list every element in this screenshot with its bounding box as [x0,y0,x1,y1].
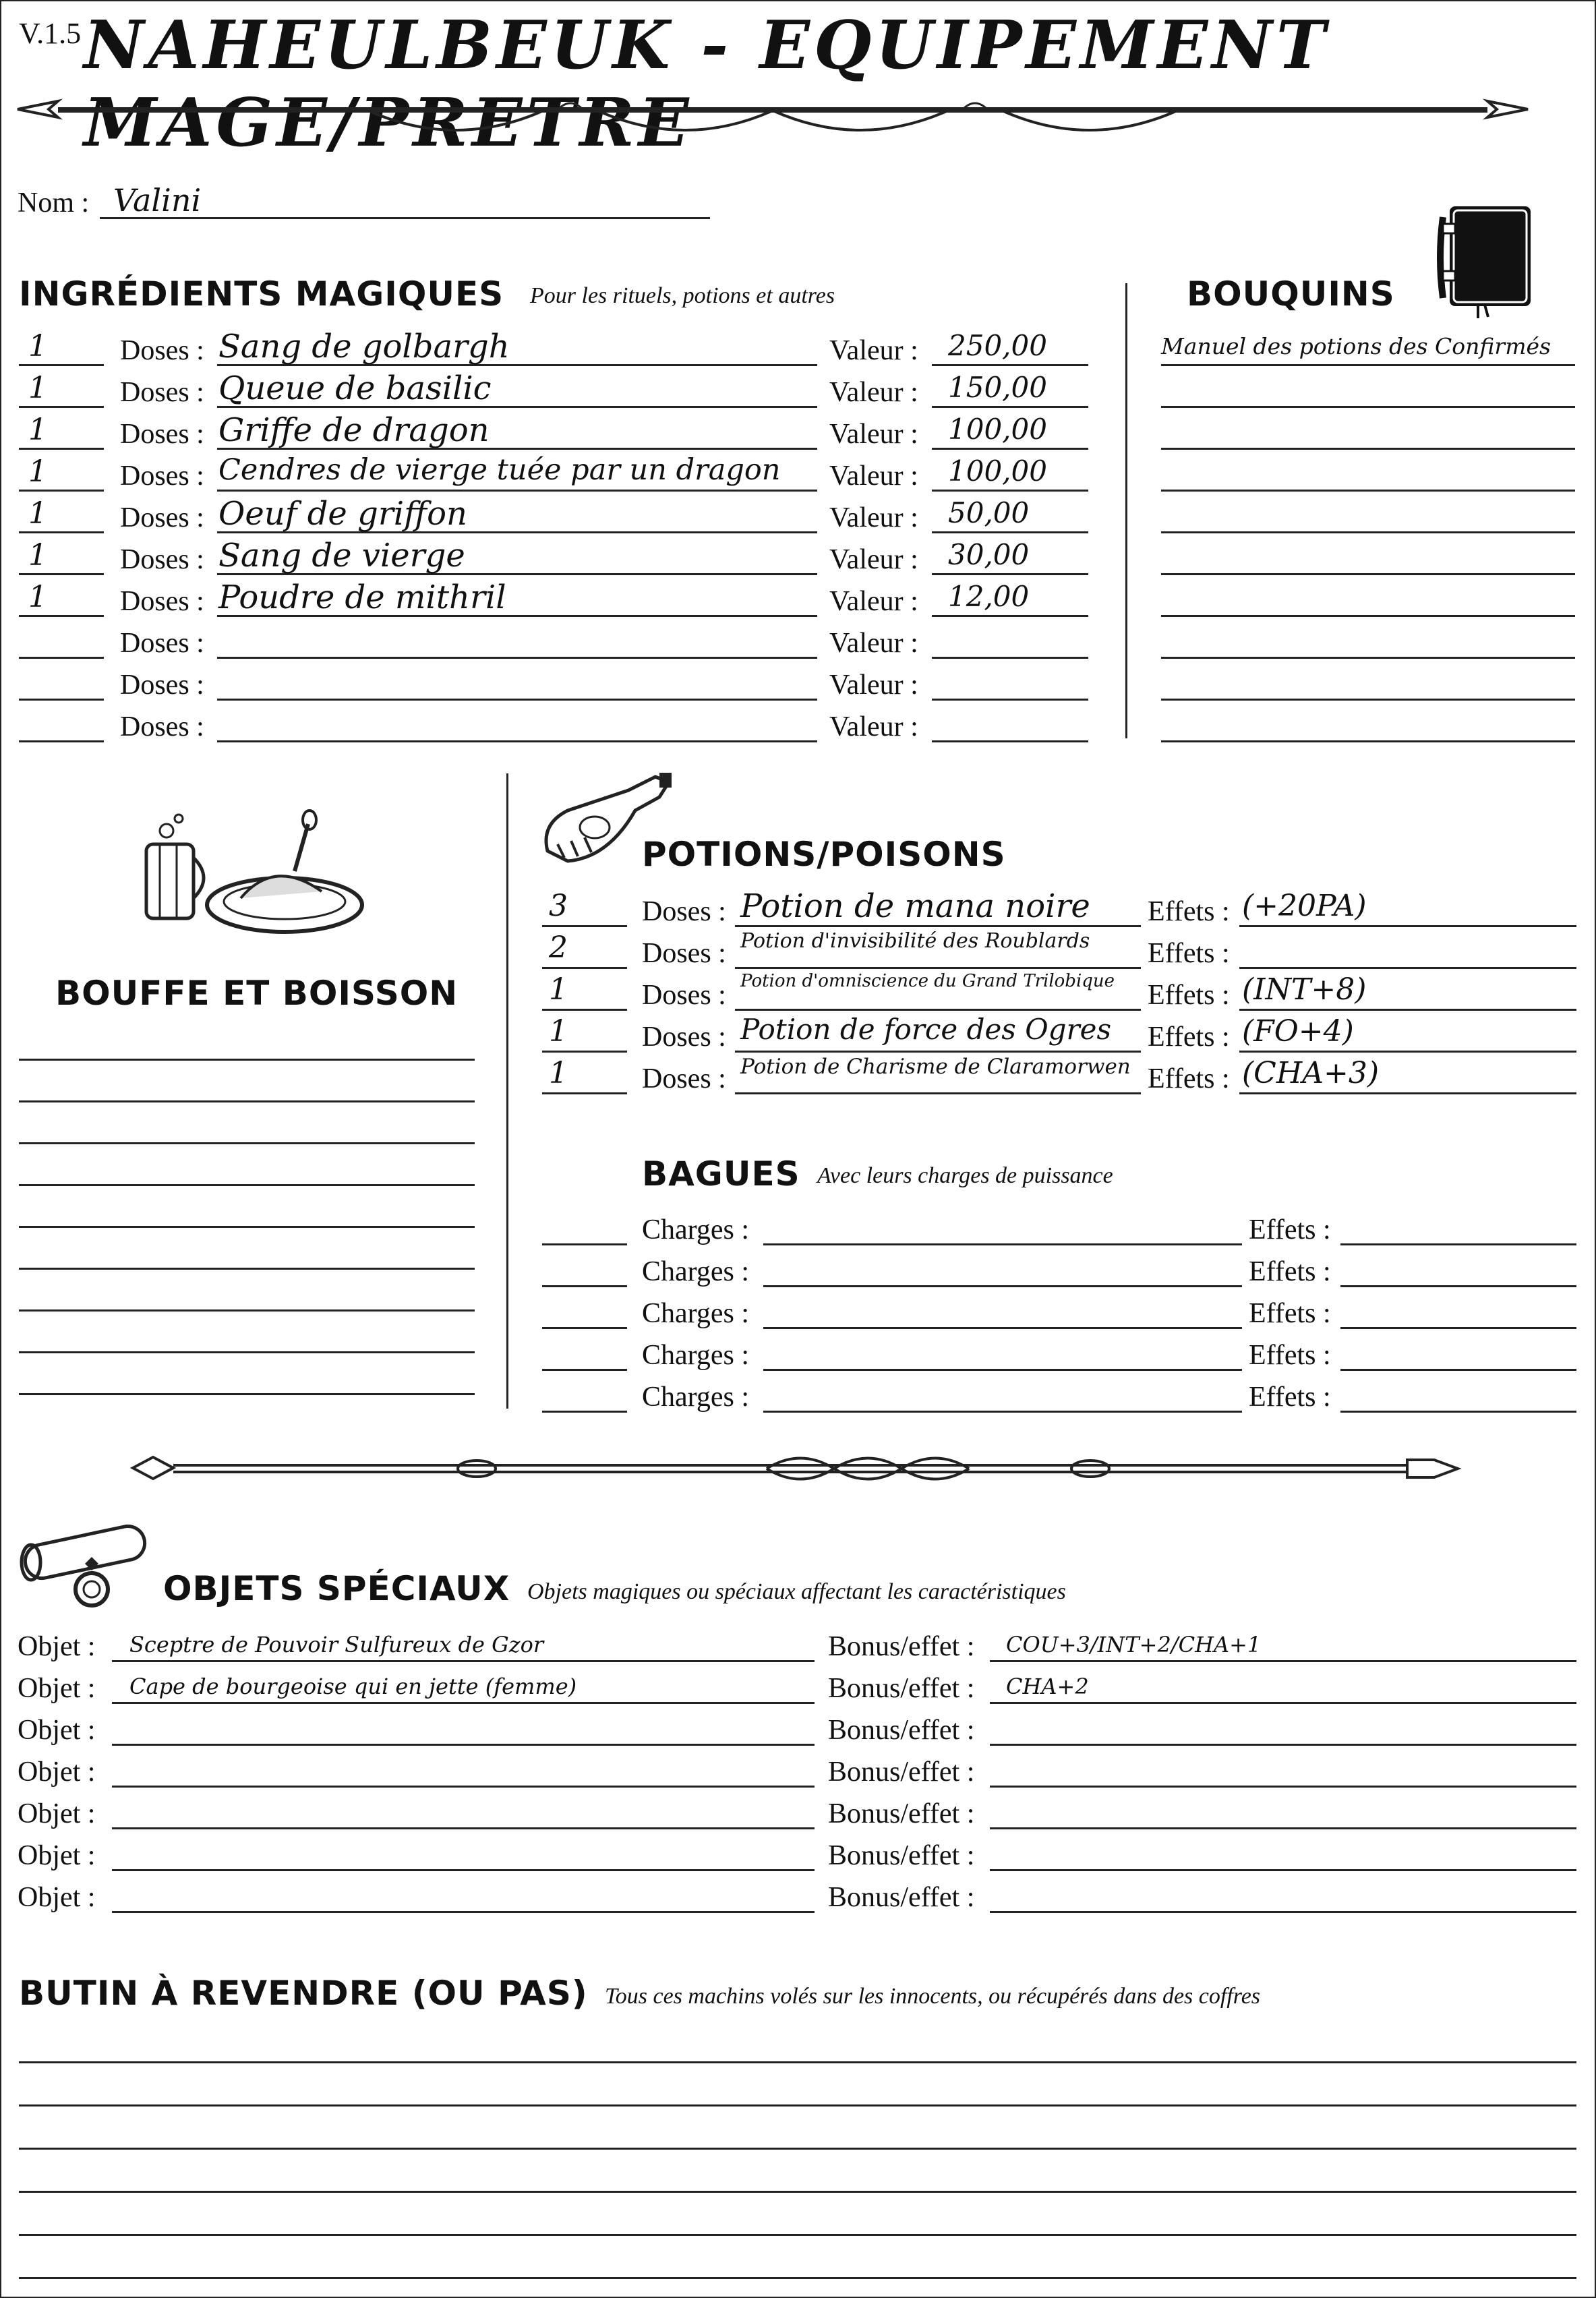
object-label: Objet : [18,1673,96,1704]
entry-underline [19,2061,1576,2063]
object-label: Objet : [18,1798,96,1829]
ring-charges-label: Charges : [642,1214,750,1245]
bonus-label: Bonus/effet : [828,1715,975,1746]
bonus-label: Bonus/effet : [828,1673,975,1704]
special-subtitle: Objets magiques ou spéciaux affectant les caractéristiques [527,1579,1066,1604]
potion-doses-label: Doses : [642,896,726,927]
potion-doses-label: Doses : [642,1022,726,1053]
ingredient-value-label: Valeur : [829,628,918,659]
object-label: Objet : [18,1840,96,1871]
potions-title: POTIONS/POISONS [642,835,1006,874]
name-label: Nom : [18,187,90,218]
ingredient-name[interactable]: Cendres de vierge tuée par un dragon [218,453,781,487]
potion-name[interactable]: Potion d'omniscience du Grand Trilobique [740,971,1115,991]
ingredient-qty[interactable]: 1 [28,580,47,614]
object-bonus[interactable]: COU+3/INT+2/CHA+1 [1006,1632,1262,1657]
name-field[interactable]: Valini [113,182,202,218]
special-title: OBJETS SPÉCIAUX [163,1569,510,1608]
ingredient-value-label: Valeur : [829,461,918,492]
ingredient-value-label: Valeur : [829,377,918,408]
bonus-label: Bonus/effet : [828,1840,975,1871]
ring-effects-label: Effets : [1249,1340,1331,1371]
ingredient-value-label: Valeur : [829,335,918,366]
ingredient-qty[interactable]: 1 [28,371,47,405]
entry-underline [19,2277,1576,2279]
potion-effects-label: Effets : [1148,980,1230,1011]
ingredient-value-label: Valeur : [829,502,918,533]
potion-qty[interactable]: 1 [549,972,568,1007]
books-title: BOUQUINS [1187,274,1395,314]
potion-qty[interactable]: 1 [549,1014,568,1049]
ingredient-doses-label: Doses : [120,419,204,450]
potion-doses-label: Doses : [642,980,726,1011]
object-bonus[interactable]: CHA+2 [1006,1674,1089,1699]
bonus-label: Bonus/effet : [828,1798,975,1829]
ingredient-doses-label: Doses : [120,335,204,366]
object-name[interactable]: Cape de bourgeoise qui en jette (femme) [129,1674,577,1699]
ingredient-name[interactable]: Poudre de mithril [218,579,506,616]
ingredient-doses-label: Doses : [120,502,204,533]
potion-doses-label: Doses : [642,938,726,969]
ingredient-qty[interactable]: 1 [28,454,47,489]
loot-list [1,1,1596,2297]
ingredient-doses-label: Doses : [120,628,204,659]
entry-underline [19,2148,1576,2150]
ring-charges-label: Charges : [642,1256,750,1287]
version-label: V.1.5 [19,17,82,50]
potion-qty[interactable]: 3 [549,889,568,923]
ingredient-doses-label: Doses : [120,377,204,408]
object-label: Objet : [18,1882,96,1913]
ring-charges-label: Charges : [642,1382,750,1413]
ingredient-value[interactable]: 30,00 [948,538,1030,571]
page-title: NAHEULBEUK - EQUIPEMENT MAGE/PRETRE [84,7,1330,162]
ingredient-value-label: Valeur : [829,544,918,575]
food-title: BOUFFE ET BOISSON [55,974,459,1013]
ring-charges-label: Charges : [642,1340,750,1371]
potion-qty[interactable]: 2 [549,931,568,965]
potion-qty[interactable]: 1 [549,1056,568,1090]
ingredient-name[interactable]: Oeuf de griffon [218,495,467,533]
ring-effects-label: Effets : [1249,1256,1331,1287]
ingredient-qty[interactable]: 1 [28,413,47,447]
potion-doses-label: Doses : [642,1063,726,1094]
potion-name[interactable]: Potion d'invisibilité des Roublards [740,929,1090,953]
entry-underline [19,2191,1576,2193]
ingredient-value-label: Valeur : [829,586,918,617]
ingredient-qty[interactable]: 1 [28,538,47,572]
ring-charges-label: Charges : [642,1298,750,1329]
loot-subtitle: Tous ces machins volés sur les innocents, ou récupérés dans des coffres [605,1984,1261,2009]
ingredient-value[interactable]: 250,00 [948,329,1047,362]
potion-effect[interactable]: (CHA+3) [1242,1056,1380,1090]
object-name[interactable]: Sceptre de Pouvoir Sulfureux de Gzor [129,1632,544,1657]
ingredient-value[interactable]: 150,00 [948,371,1047,404]
bonus-label: Bonus/effet : [828,1631,975,1662]
ingredient-name[interactable]: Sang de vierge [218,537,465,574]
ingredient-name[interactable]: Griffe de dragon [218,411,490,449]
rings-title: BAGUES [642,1154,800,1194]
ingredient-value-label: Valeur : [829,419,918,450]
ingredient-value[interactable]: 50,00 [948,496,1030,529]
ingredient-name[interactable]: Sang de golbargh [218,328,510,365]
object-label: Objet : [18,1631,96,1662]
ingredient-doses-label: Doses : [120,711,204,742]
ring-effects-label: Effets : [1249,1382,1331,1413]
ingredient-doses-label: Doses : [120,544,204,575]
potion-name[interactable]: Potion de Charisme de Claramorwen [740,1055,1131,1079]
ingredient-name[interactable]: Queue de basilic [218,370,492,407]
potion-name[interactable]: Potion de mana noire [740,887,1090,925]
ingredient-qty[interactable]: 1 [28,496,47,531]
object-label: Objet : [18,1715,96,1746]
ingredient-value-label: Valeur : [829,670,918,701]
ingredient-value[interactable]: 12,00 [948,580,1030,613]
ingredient-value-label: Valeur : [829,711,918,742]
object-label: Objet : [18,1757,96,1788]
ring-effects-label: Effets : [1249,1214,1331,1245]
entry-underline [19,2234,1576,2236]
potion-name[interactable]: Potion de force des Ogres [740,1013,1112,1046]
loot-title: BUTIN À REVENDRE (OU PAS) [19,1974,588,2013]
ingredient-doses-label: Doses : [120,461,204,492]
potion-effect[interactable]: (FO+4) [1242,1014,1354,1049]
bonus-label: Bonus/effet : [828,1757,975,1788]
potion-effects-label: Effets : [1148,938,1230,969]
ingredient-doses-label: Doses : [120,586,204,617]
potion-effects-label: Effets : [1148,1022,1230,1053]
potion-effect[interactable]: (+20PA) [1242,889,1367,923]
potion-effects-label: Effets : [1148,1063,1230,1094]
ingredient-value[interactable]: 100,00 [948,413,1047,446]
rings-subtitle: Avec leurs charges de puissance [817,1163,1113,1188]
ingredients-title: INGRÉDIENTS MAGIQUES [19,274,504,314]
ingredient-doses-label: Doses : [120,670,204,701]
ingredient-qty[interactable]: 1 [28,329,47,363]
entry-underline [19,2104,1576,2106]
ingredient-value[interactable]: 100,00 [948,454,1047,488]
potion-effect[interactable]: (INT+8) [1242,972,1367,1007]
ingredients-subtitle: Pour les rituels, potions et autres [530,283,835,308]
book-entry[interactable]: Manuel des potions des Confirmés [1161,333,1551,359]
potion-effects-label: Effets : [1148,896,1230,927]
ring-effects-label: Effets : [1249,1298,1331,1329]
bonus-label: Bonus/effet : [828,1882,975,1913]
